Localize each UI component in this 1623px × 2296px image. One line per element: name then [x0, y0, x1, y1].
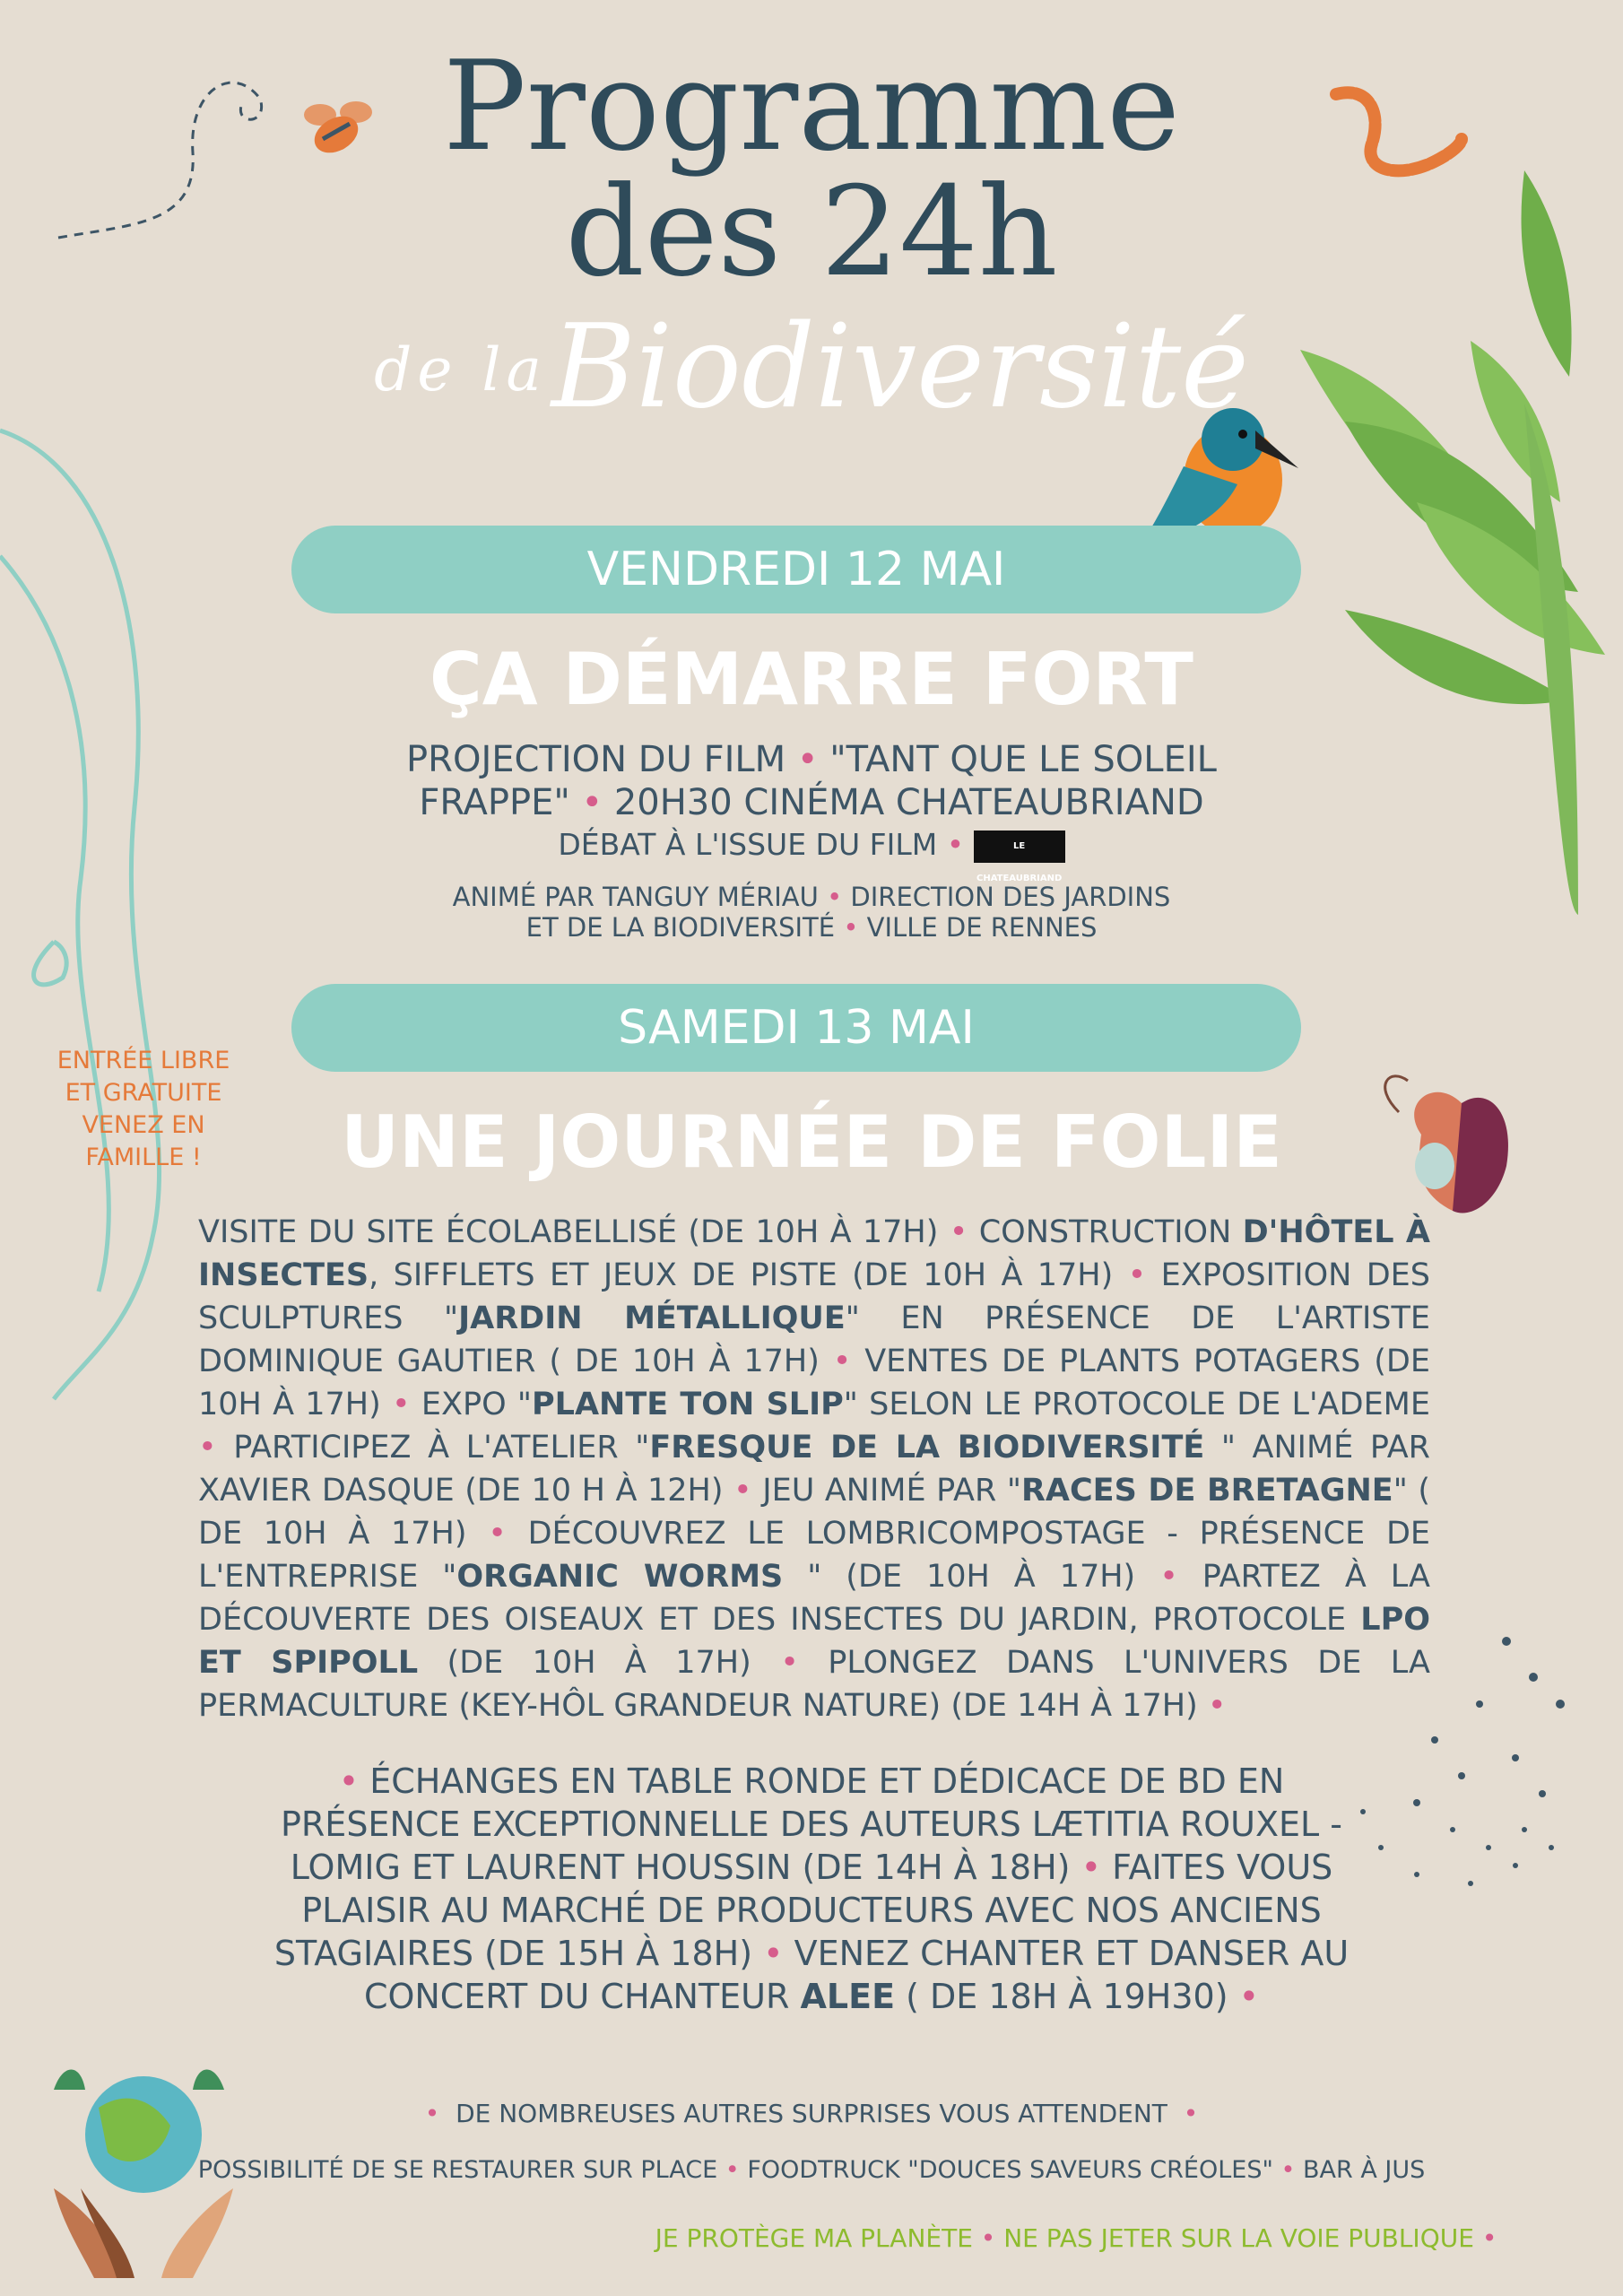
day2-date-banner: SAMEDI 13 MAI	[291, 984, 1301, 1072]
subtitle-script-text: Biodiversité	[551, 300, 1249, 434]
day2-activities-paragraph: VISITE DU SITE ÉCOLABELLISÉ (DE 10H À 17H) • CONSTRUCTION D'HÔTEL À INSECTES, SIFFLETS ET JEUX DE PISTE (DE 10H À 17H) • EXPOSITION DES SCULPTURES "JARDIN MÉTALLIQUE" EN PRÉSENCE DE L'ARTISTE DOMINIQUE GAUTIER ( DE 10H À 17H) • VENTES DE PLANTS POTAGERS (DE 10H À 17H) • EXPO "PLANTE TON SLIP" SELON LE PROTOCOLE DE L'ADEME • PARTICIPEZ À L'ATELIER "FRESQUE DE LA BIODIVERSITÉ " ANIMÉ PAR XAVIER DASQUE (DE 10 H À 12H) • JEU ANIMÉ PAR "RACES DE BRETAGNE" ( DE 10H À 17H) • DÉCOUVREZ LE LOMBRICOMPOSTAGE - PRÉSENCE DE L'ENTREPRISE "ORGANIC WORMS " (DE 10H À 17H) • PARTEZ À LA DÉCOUVERTE DES OISEAUX ET DES INSECTES DU JARDIN, PROTOCOLE LPO ET SPIPOLL (DE 10H À 17H) • PLONGEZ DANS L'UNIVERS DE LA PERMACULTURE (KEY-HÔL GRANDEUR NATURE) (DE 14H À 17H) •	[198, 1214, 1431, 1724]
day2-headline: UNE JOURNÉE DE FOLIE	[341, 1100, 1282, 1184]
page-subtitle	[0, 300, 1623, 434]
day1-headline: ÇA DÉMARRE FORT	[430, 638, 1193, 721]
footer-food: POSSIBILITÉ DE SE RESTAURER SUR PLACE • FOODTRUCK "DOUCES SAVEURS CRÉOLES" • BAR À JUS	[197, 2156, 1426, 2184]
day1-date-banner: VENDREDI 12 MAI	[291, 526, 1301, 613]
page-title-line1: Programme	[443, 34, 1180, 178]
subtitle-small-text: de la	[374, 335, 547, 404]
day1-debate-text: DÉBAT À L'ISSUE DU FILM • LE CHATEAUBRIAND	[0, 827, 1623, 863]
day1-film-text: PROJECTION DU FILM • "TANT QUE LE SOLEIL FRAPPE" • 20H30 CINÉMA CHATEAUBRIAND	[406, 739, 1217, 823]
footer-surprises: • DE NOMBREUSES AUTRES SURPRISES VOUS ATTENDENT •	[424, 2099, 1199, 2128]
day2-afternoon-paragraph: • ÉCHANGES EN TABLE RONDE ET DÉDICACE DE BD EN PRÉSENCE EXCEPTIONNELLE DES AUTEURS LÆTITIA ROUXEL - LOMIG ET LAURENT HOUSSIN (DE 14H À 18H) • FAITES VOUS PLAISIR AU MARCHÉ DE PRODUCTEURS AVEC NOS ANCIENS STAGIAIRES (DE 15H À 18H) • VENEZ CHANTER ET DANSER AU CONCERT DU CHANTEUR ALEE ( DE 18H À 19H30) •	[273, 1761, 1350, 2016]
footer-eco-message: JE PROTÈGE MA PLANÈTE • NE PAS JETER SUR LA VOIE PUBLIQUE •	[655, 2223, 1497, 2253]
day1-host-text: ANIMÉ PAR TANGUY MÉRIAU • DIRECTION DES JARDINS ET DE LA BIODIVERSITÉ • VILLE DE RENNES	[452, 882, 1171, 943]
page-title-line2: des 24h	[565, 160, 1058, 304]
free-entry-note: ENTRÉE LIBRE ET GRATUITE VENEZ EN FAMILLE !	[56, 1047, 230, 1171]
chateaubriand-logo: LE CHATEAUBRIAND	[974, 831, 1065, 863]
